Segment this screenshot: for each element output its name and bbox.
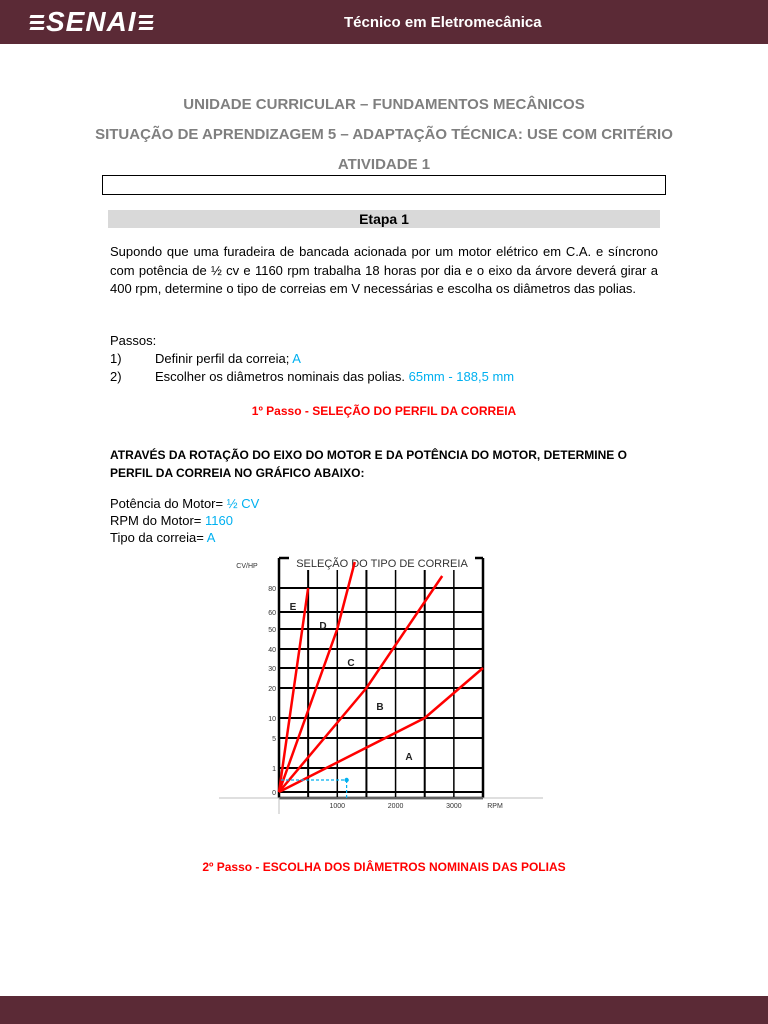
- steps-label: Passos:: [110, 333, 157, 348]
- field-label: RPM do Motor=: [110, 513, 202, 528]
- field-value: ½ CV: [226, 496, 260, 511]
- step-text: Definir perfil da correia;: [155, 351, 290, 366]
- y-axis-label: CV/HP: [236, 563, 258, 570]
- belt-region-label: B: [376, 702, 384, 713]
- belt-region-label: C: [347, 658, 355, 669]
- belt-region-label: A: [405, 752, 413, 763]
- belt-selection-chart: [219, 556, 543, 814]
- motor-power-field: [110, 496, 259, 511]
- stage-heading: Etapa 1: [108, 210, 660, 228]
- field-label: Potência do Motor=: [110, 496, 224, 511]
- step-1-title: 1º Passo - SELEÇÃO DO PERFIL DA CORREIA: [251, 404, 517, 418]
- chart-background: [219, 556, 543, 814]
- senai-logo: [30, 6, 153, 38]
- y-tick-label: 80: [268, 586, 276, 593]
- motor-rpm-field: [110, 513, 233, 528]
- belt-region-label: E: [289, 602, 297, 613]
- y-tick-label: 10: [268, 716, 276, 723]
- step-answer: 65mm - 188,5 mm: [408, 369, 515, 384]
- step-number: 2): [110, 369, 122, 384]
- y-tick-label: 1: [272, 766, 276, 773]
- field-value: A: [206, 530, 216, 545]
- logo-stripes-right: [139, 9, 153, 35]
- x-axis-label: RPM: [487, 803, 503, 810]
- chart-instruction: ATRAVÉS DA ROTAÇÃO DO EIXO DO MOTOR E DA POTÊNCIA DO MOTOR, DETERMINE O PERFIL DA CORREIA NO GRÁFICO ABAIXO:: [110, 448, 627, 480]
- x-tick-label: 2000: [387, 803, 404, 810]
- activity-heading: ATIVIDADE 1: [337, 156, 431, 173]
- belt-region-label: D: [319, 621, 327, 632]
- marker-point: [344, 778, 348, 782]
- chart-title: SELEÇÃO DO TIPO DE CORREIA: [296, 558, 468, 570]
- y-tick-label: 50: [268, 627, 276, 634]
- x-tick-label: 3000: [446, 803, 462, 810]
- step-answer: A: [292, 351, 301, 366]
- y-tick-label: 40: [268, 647, 276, 654]
- logo-stripes-left: [30, 9, 44, 35]
- header-bar: [0, 0, 768, 44]
- course-title: Técnico em Eletromecânica: [344, 14, 542, 31]
- belt-type-field: [110, 530, 215, 545]
- step-text: Escolher os diâmetros nominais das polias.: [155, 369, 406, 384]
- logo-text: SENAI: [46, 6, 137, 37]
- y-tick-label: 0: [272, 790, 276, 797]
- problem-statement: Supondo que uma furadeira de bancada acionada por um motor elétrico em C.A. e síncrono com potência de ½ cv e 1160 rpm trabalha 18 horas por dia e o eixo da árvore deverá girar a 400 rpm, determine o tipo de correias em V necessárias e escolha os diâmetros das polias.: [110, 244, 658, 296]
- y-tick-label: 20: [268, 686, 276, 693]
- field-label: Tipo da correia=: [110, 530, 204, 545]
- step-2-title: 2º Passo - ESCOLHA DOS DIÂMETROS NOMINAIS DAS POLIAS: [202, 860, 566, 874]
- y-tick-label: 60: [268, 610, 276, 617]
- curricular-unit-heading: UNIDADE CURRICULAR – FUNDAMENTOS MECÂNICOS: [183, 96, 585, 113]
- field-value: 1160: [205, 513, 233, 528]
- footer-bar: [0, 996, 768, 1024]
- step-number: 1): [110, 351, 122, 366]
- y-tick-label: 5: [272, 736, 276, 743]
- empty-box: [102, 175, 666, 195]
- x-tick-label: 1000: [329, 803, 346, 810]
- learning-situation-heading: SITUAÇÃO DE APRENDIZAGEM 5 – ADAPTAÇÃO TÉCNICA: USE COM CRITÉRIO: [95, 126, 673, 143]
- y-tick-label: 30: [268, 666, 276, 673]
